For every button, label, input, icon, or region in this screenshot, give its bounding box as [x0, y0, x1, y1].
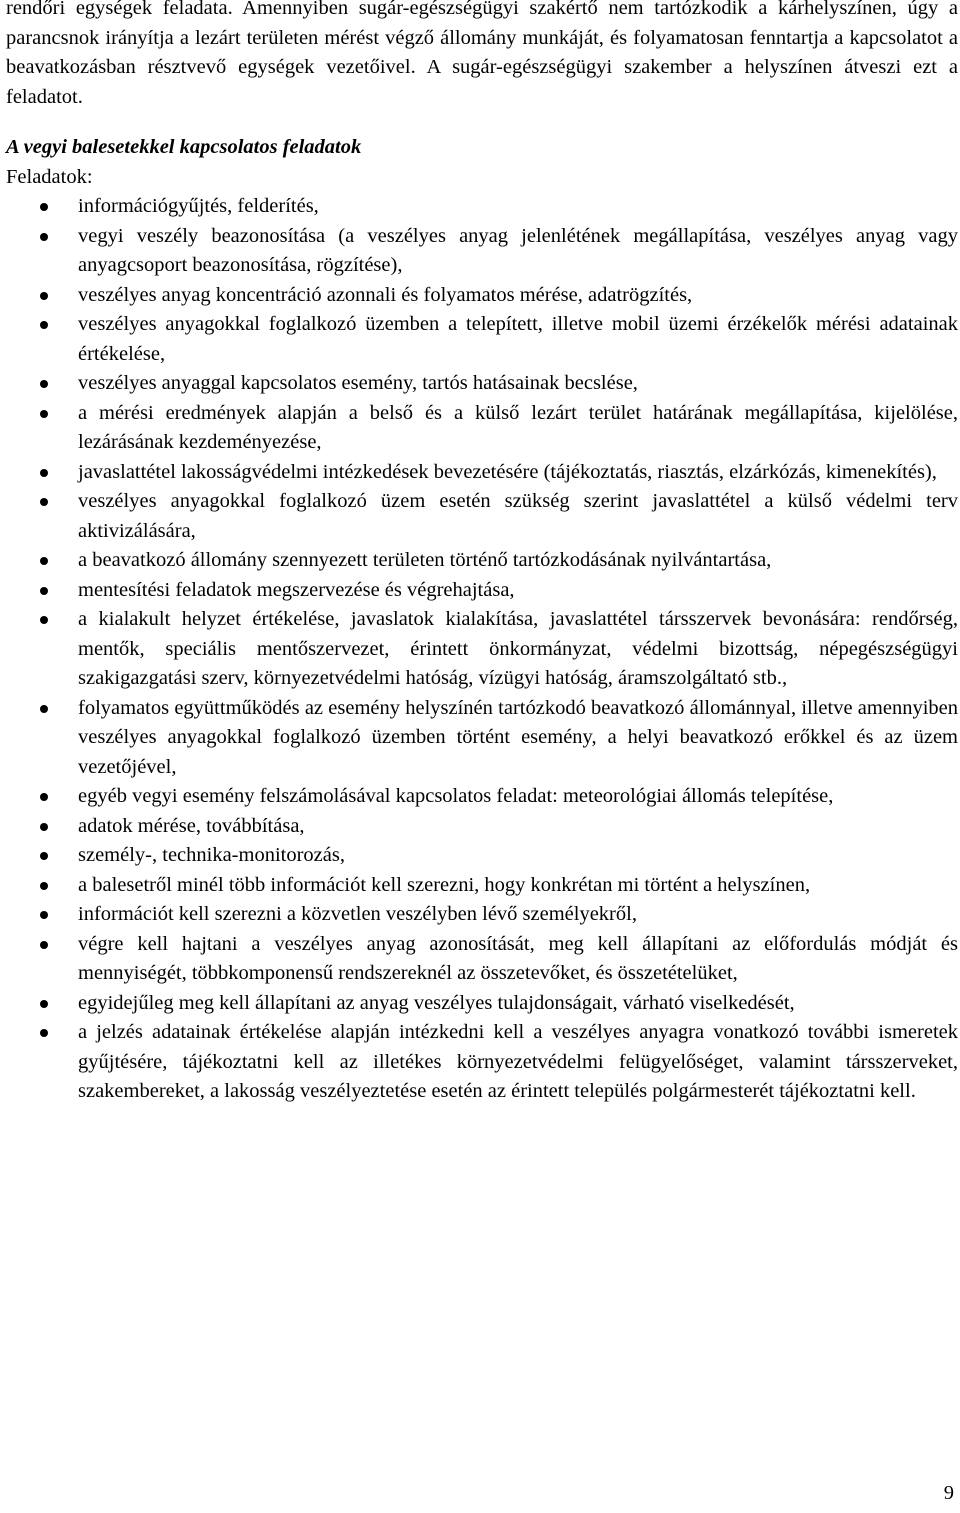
list-item: [6, 310, 958, 369]
list-item-text: veszélyes anyagokkal foglalkozó üzemben a telepített, illetve mobil üzemi érzékelők mérési adatainak értékelése,: [78, 313, 958, 365]
list-item-text: információt kell szerezni a közvetlen veszélyben lévő személyekről,: [78, 903, 637, 925]
list-item: [6, 222, 958, 281]
list-item: [6, 989, 958, 1019]
list-item-text: a beavatkozó állomány szennyezett területen történő tartózkodásának nyilvántartása,: [78, 549, 772, 571]
document-page: [6, 0, 958, 1107]
list-item: [6, 281, 958, 311]
list-item-text: a kialakult helyzet értékelése, javaslatok kialakítása, javaslattétel társszervek bevonására: rendőrség, mentők, speciális mentőszervezet, érintett önkormányzat, védelmi bizottság, népegészségügyi szakigazgatási szerv, környezetvédelmi hatóság, vízügyi hatóság, áramszolgáltató stb.,: [78, 608, 958, 689]
bullet-icon: [40, 852, 48, 860]
list-item-text: a mérési eredmények alapján a belső és a külső lezárt terület határának megállapítása, kijelölése, lezárásának kezdeményezése,: [78, 401, 958, 453]
list-item: [6, 369, 958, 399]
bullet-icon: [40, 587, 48, 595]
list-item-text: mentesítési feladatok megszervezése és végrehajtása,: [78, 578, 515, 601]
bullet-icon: [40, 1000, 48, 1008]
bullet-icon: [40, 882, 48, 890]
bullet-icon: [40, 233, 48, 241]
list-item: [6, 1018, 958, 1107]
list-item-text: információgyűjtés, felderítés,: [78, 195, 319, 217]
bullet-icon: [40, 557, 48, 565]
list-item-text: egyéb vegyi esemény felszámolásával kapcsolatos feladat: meteorológiai állomás telepítése,: [78, 785, 834, 807]
bullet-icon: [40, 616, 48, 624]
bullet-icon: [40, 1029, 48, 1037]
list-item: [6, 399, 958, 458]
list-item-text: végre kell hajtani a veszélyes anyag azonosítását, meg kell állapítani az előfordulás módját és mennyiségét, többkomponensű rendszereknél az összetevőket, és összetételüket,: [78, 932, 958, 984]
bullet-icon: [40, 321, 48, 329]
list-item: [6, 930, 958, 989]
bullet-icon: [40, 793, 48, 801]
intro-paragraph: rendőri egységek feladata. Amennyiben sugár-egészségügyi szakértő nem tartózkodik a kárhelyszínen, úgy a parancsnok irányítja a lezárt területen mérést végző állomány munkáját, és folyamatosan fenntartja a kapcsolatot a beavatkozásban résztvevő egységek vezetőivel. A sugár-egészségügyi szakember a helyszínen átveszi ezt a feladatot.: [6, 0, 958, 108]
bullet-icon: [40, 292, 48, 300]
bullet-icon: [40, 823, 48, 831]
list-item: [6, 605, 958, 694]
bullet-icon: [40, 469, 48, 477]
list-item: [6, 694, 958, 783]
list-item-text: veszélyes anyagokkal foglalkozó üzem esetén szükség szerint javaslattétel a külső védelmi terv aktivizálására,: [78, 490, 958, 542]
bullet-icon: [40, 498, 48, 506]
list-item-text: javaslattétel lakosságvédelmi intézkedések bevezetésére (tájékoztatás, riasztás, elzárkózás, kimenekítés),: [78, 460, 937, 483]
list-item-text: veszélyes anyag koncentráció azonnali és folyamatos mérése, adatrögzítés,: [78, 283, 693, 306]
tasks-label: Feladatok:: [6, 165, 93, 188]
list-item: [6, 900, 958, 930]
list-item-text: veszélyes anyaggal kapcsolatos esemény, tartós hatásainak becslése,: [78, 372, 638, 394]
bullet-icon: [40, 911, 48, 919]
list-item: [6, 546, 958, 576]
list-item: [6, 871, 958, 901]
list-item: [6, 192, 958, 222]
page-number: 9: [943, 1482, 954, 1504]
list-item-text: vegyi veszély beazonosítása (a veszélyes anyag jelenlétének megállapítása, veszélyes anyag vagy anyagcsoport beazonosítása, rögzítése),: [78, 224, 958, 276]
list-item: [6, 812, 958, 842]
bullet-icon: [40, 380, 48, 388]
bullet-icon: [40, 941, 48, 949]
list-item-text: személy-, technika-monitorozás,: [78, 844, 345, 866]
list-item: [6, 487, 958, 546]
bullet-icon: [40, 203, 48, 211]
list-item: [6, 576, 958, 606]
section-title: A vegyi balesetekkel kapcsolatos feladatok: [6, 136, 362, 158]
list-item-text: egyidejűleg meg kell állapítani az anyag veszélyes tulajdonságait, várható viselkedését,: [78, 991, 795, 1014]
task-list: [6, 192, 958, 1107]
list-item-text: adatok mérése, továbbítása,: [78, 814, 305, 837]
list-item-text: folyamatos együttműködés az esemény helyszínén tartózkodó beavatkozó állománnyal, illetve amennyiben veszélyes anyagokkal foglalkozó üzemben történt esemény, a helyi beavatkozó erőkkel és az üzem vezetőjével,: [78, 696, 958, 778]
list-item: [6, 841, 958, 871]
list-item: [6, 782, 958, 812]
bullet-icon: [40, 410, 48, 418]
bullet-icon: [40, 705, 48, 713]
list-item: [6, 458, 958, 488]
list-item-text: a jelzés adatainak értékelése alapján intézkedni kell a veszélyes anyagra vonatkozó további ismeretek gyűjtésére, tájékoztatni kell az illetékes környezetvédelmi felügyelőséget, valamint társszerveket, szakembereket, a lakosság veszélyeztetése esetén az érintett település polgármesterét tájékoztatni kell.: [78, 1021, 958, 1102]
list-item-text: a balesetről minél több információt kell szerezni, hogy konkrétan mi történt a helyszínen,: [78, 873, 811, 896]
